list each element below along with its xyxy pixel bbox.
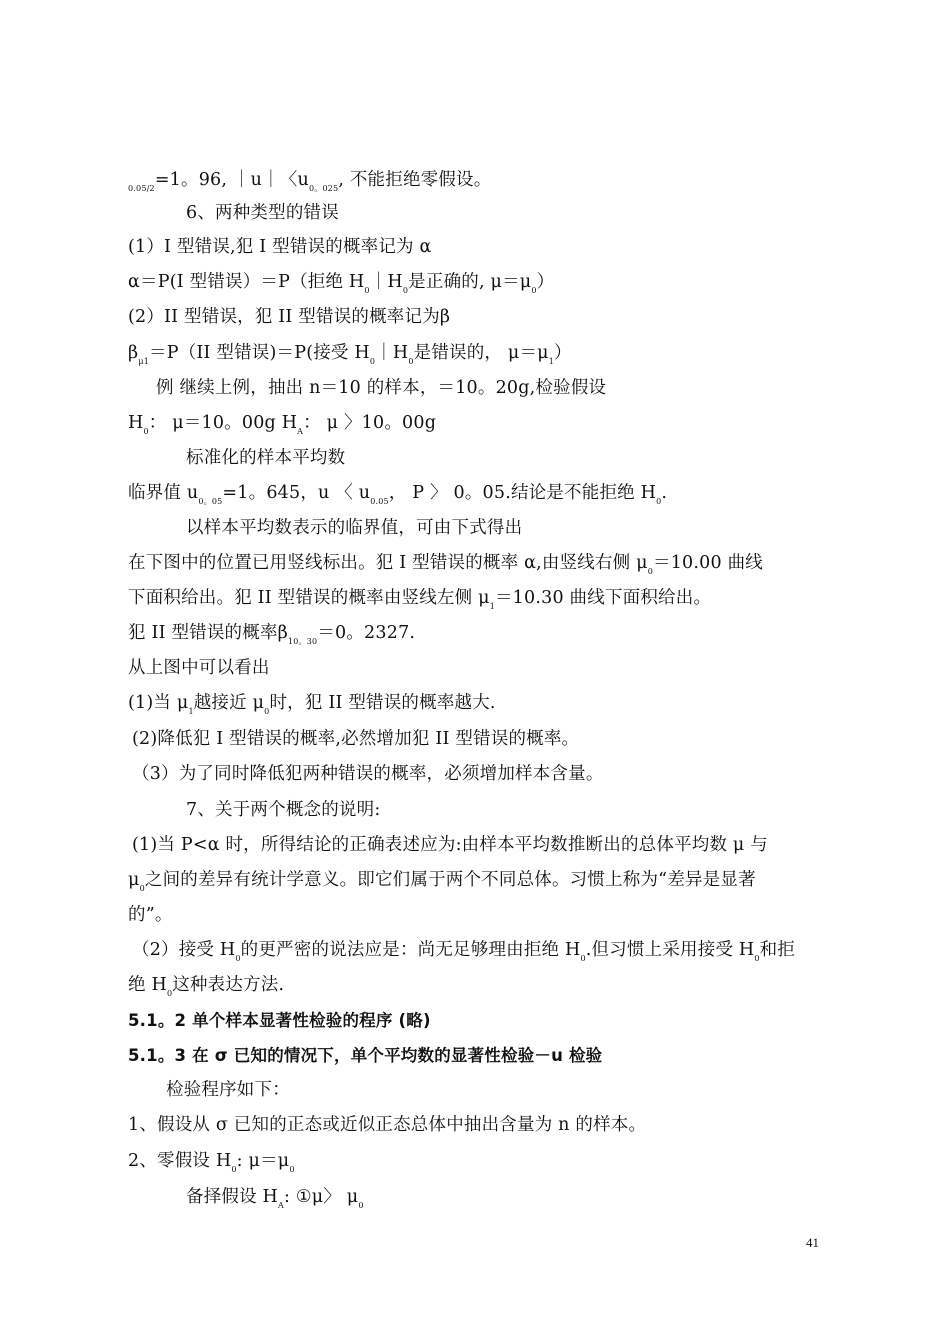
subscript: 0 — [656, 497, 662, 506]
text-run: ） — [536, 272, 555, 292]
text-run: （2）接受 H — [132, 940, 236, 960]
text-line — [128, 269, 554, 295]
text-run: 这种表达方法. — [172, 975, 285, 995]
text-run: 以样本平均数表示的临界值，可由下式得出 — [186, 518, 523, 538]
text-run: (1)当 P<α 时，所得结论的正确表述应为:由样本平均数推断出的总体平均数 μ 与 — [132, 835, 768, 855]
text-run: ： μ 〉10。00g — [303, 413, 437, 433]
text-line — [128, 620, 415, 646]
subscript: 0 — [364, 286, 370, 295]
text-run: =1。645，u 〈 u — [222, 483, 371, 503]
subscript: 0 — [143, 427, 149, 436]
text-run: 的更严密的说法应是：尚无足够理由拒绝 H — [240, 940, 581, 960]
text-line — [128, 480, 667, 506]
text-line — [186, 1184, 364, 1210]
text-line — [128, 867, 756, 893]
subscript: 10。30 — [287, 637, 318, 646]
text-run: 例 继续上例，抽出 n＝10 的样本，＝10。20g,检验假设 — [156, 378, 607, 398]
text-run: ， P 〉 0。05.结论是不能拒绝 H — [388, 483, 657, 503]
text-run: 从上图中可以看出 — [128, 658, 270, 678]
text-run: 标准化的样本平均数 — [186, 448, 346, 468]
text-run: 在下图中的位置已用竖线标出。犯 I 型错误的概率 α,由竖线右侧 μ — [128, 553, 648, 573]
subscript: 1 — [548, 357, 555, 366]
subscript: 0 — [235, 954, 241, 963]
text-line — [132, 937, 795, 963]
subscript: 0 — [166, 989, 173, 998]
subscript: 0 — [580, 954, 586, 963]
subscript: 0 — [754, 954, 760, 963]
subscript: 0 — [139, 884, 145, 893]
text-run: , 不能拒绝零假设。 — [338, 170, 492, 190]
text-run: 是错误的， μ＝μ — [413, 343, 549, 363]
text-run: 1、假设从 σ 已知的正态或近似正态总体中抽出含量为 n 的样本。 — [128, 1115, 647, 1135]
text-run: μ — [128, 870, 140, 890]
text-run: 2、零假设 H — [128, 1151, 232, 1171]
subscript: 0 — [408, 357, 414, 366]
subscript: μ1 — [138, 357, 150, 366]
text-run: 和拒 — [759, 940, 796, 960]
text-run: 下面积给出。犯 II 型错误的概率由竖线左侧 μ — [128, 588, 490, 608]
text-run: 临界值 u — [128, 483, 199, 503]
subscript: 0 — [647, 567, 654, 576]
text-run: . — [661, 483, 668, 503]
text-run: (2)降低犯 I 型错误的概率,必然增加犯 II 型错误的概率。 — [132, 729, 580, 749]
text-run: ： μ＝10。00g H — [148, 413, 298, 433]
text-line — [128, 1148, 295, 1174]
text-line — [128, 410, 436, 436]
text-line — [128, 167, 491, 193]
text-run: 5.1。2 单个样本显著性检验的程序 (略) — [128, 1011, 431, 1030]
text-run: 的”。 — [128, 905, 173, 925]
subscript: 0 — [289, 1165, 295, 1174]
text-run: ｜H — [375, 343, 409, 363]
text-line — [186, 200, 339, 226]
text-line — [132, 832, 768, 858]
subscript: 0 — [264, 707, 270, 716]
text-run: ＝10.00 曲线 — [653, 553, 763, 573]
text-run: 犯 II 型错误的概率β — [128, 623, 288, 643]
text-run: 备择假设 H — [186, 1187, 279, 1207]
text-line — [128, 690, 496, 716]
subscript: 1 — [489, 602, 495, 611]
subscript: A — [278, 1201, 285, 1210]
subscript: 0.05 — [370, 497, 389, 506]
text-run: ＝0。2327. — [317, 623, 416, 643]
subscript: 0 — [231, 1165, 237, 1174]
text-run: （3）为了同时降低犯两种错误的概率，必须增加样本含量。 — [132, 764, 604, 784]
text-line — [156, 375, 606, 401]
text-line — [186, 445, 345, 471]
section-heading — [128, 1008, 431, 1034]
text-run: 是正确的, μ＝μ — [408, 272, 532, 292]
text-run: =1。96, ｜u｜〈u — [154, 170, 309, 190]
text-run: ＝10.30 曲线下面积给出。 — [494, 588, 712, 608]
subscript: 0 — [531, 286, 537, 295]
text-run: 之间的差异有统计学意义。即它们属于两个不同总体。习惯上称为“差异是显著 — [144, 870, 756, 890]
text-run: (2）II 型错误，犯 II 型错误的概率记为β — [128, 307, 451, 327]
subscript: 0。025 — [308, 184, 339, 193]
text-run: ＝P（II 型错误)＝P(接受 H — [149, 343, 370, 363]
text-line — [128, 972, 284, 998]
text-run: ） — [554, 343, 572, 363]
text-line — [166, 1077, 290, 1103]
text-line — [128, 550, 763, 576]
text-run: : μ＝μ — [236, 1151, 290, 1171]
subscript: 0.05/2 — [128, 184, 155, 193]
subscript: A — [297, 427, 304, 436]
subscript: 0 — [402, 286, 409, 295]
page-number: 41 — [806, 1235, 819, 1250]
text-line — [132, 761, 604, 787]
text-line — [128, 655, 270, 681]
text-line — [128, 304, 450, 330]
text-line — [128, 234, 432, 260]
text-run: 越接近 μ — [193, 693, 265, 713]
text-line — [186, 797, 380, 823]
text-run: H — [128, 413, 144, 433]
text-run: 5.1。3 在 σ 已知的情况下，单个平均数的显著性检验－u 检验 — [128, 1046, 603, 1065]
text-line — [128, 340, 572, 366]
text-run: ｜H — [369, 272, 403, 292]
text-run: 检验程序如下： — [166, 1080, 290, 1100]
text-run: 时，犯 II 型错误的概率越大. — [269, 693, 496, 713]
text-run: : ①μ〉 μ — [284, 1187, 359, 1207]
text-line — [128, 585, 711, 611]
subscript: 0。05 — [198, 497, 223, 506]
subscript: 0 — [358, 1201, 364, 1210]
text-run: β — [128, 343, 139, 363]
text-run: 6、两种类型的错误 — [186, 203, 339, 223]
text-run: (1）I 型错误,犯 I 型错误的概率记为 α — [128, 237, 432, 257]
text-line — [128, 902, 173, 928]
text-line — [128, 1112, 646, 1138]
text-line — [132, 726, 579, 752]
text-run: (1)当 μ — [128, 693, 189, 713]
text-run: 绝 H — [128, 975, 167, 995]
text-line — [186, 515, 522, 541]
subscript: 1 — [188, 707, 194, 716]
text-run: α＝P(I 型错误）＝P（拒绝 H — [128, 272, 365, 292]
text-run: 7、关于两个概念的说明: — [186, 800, 381, 820]
subscript: 0 — [369, 357, 376, 366]
section-heading — [128, 1043, 602, 1069]
text-run: .但习惯上采用接受 H — [585, 940, 755, 960]
